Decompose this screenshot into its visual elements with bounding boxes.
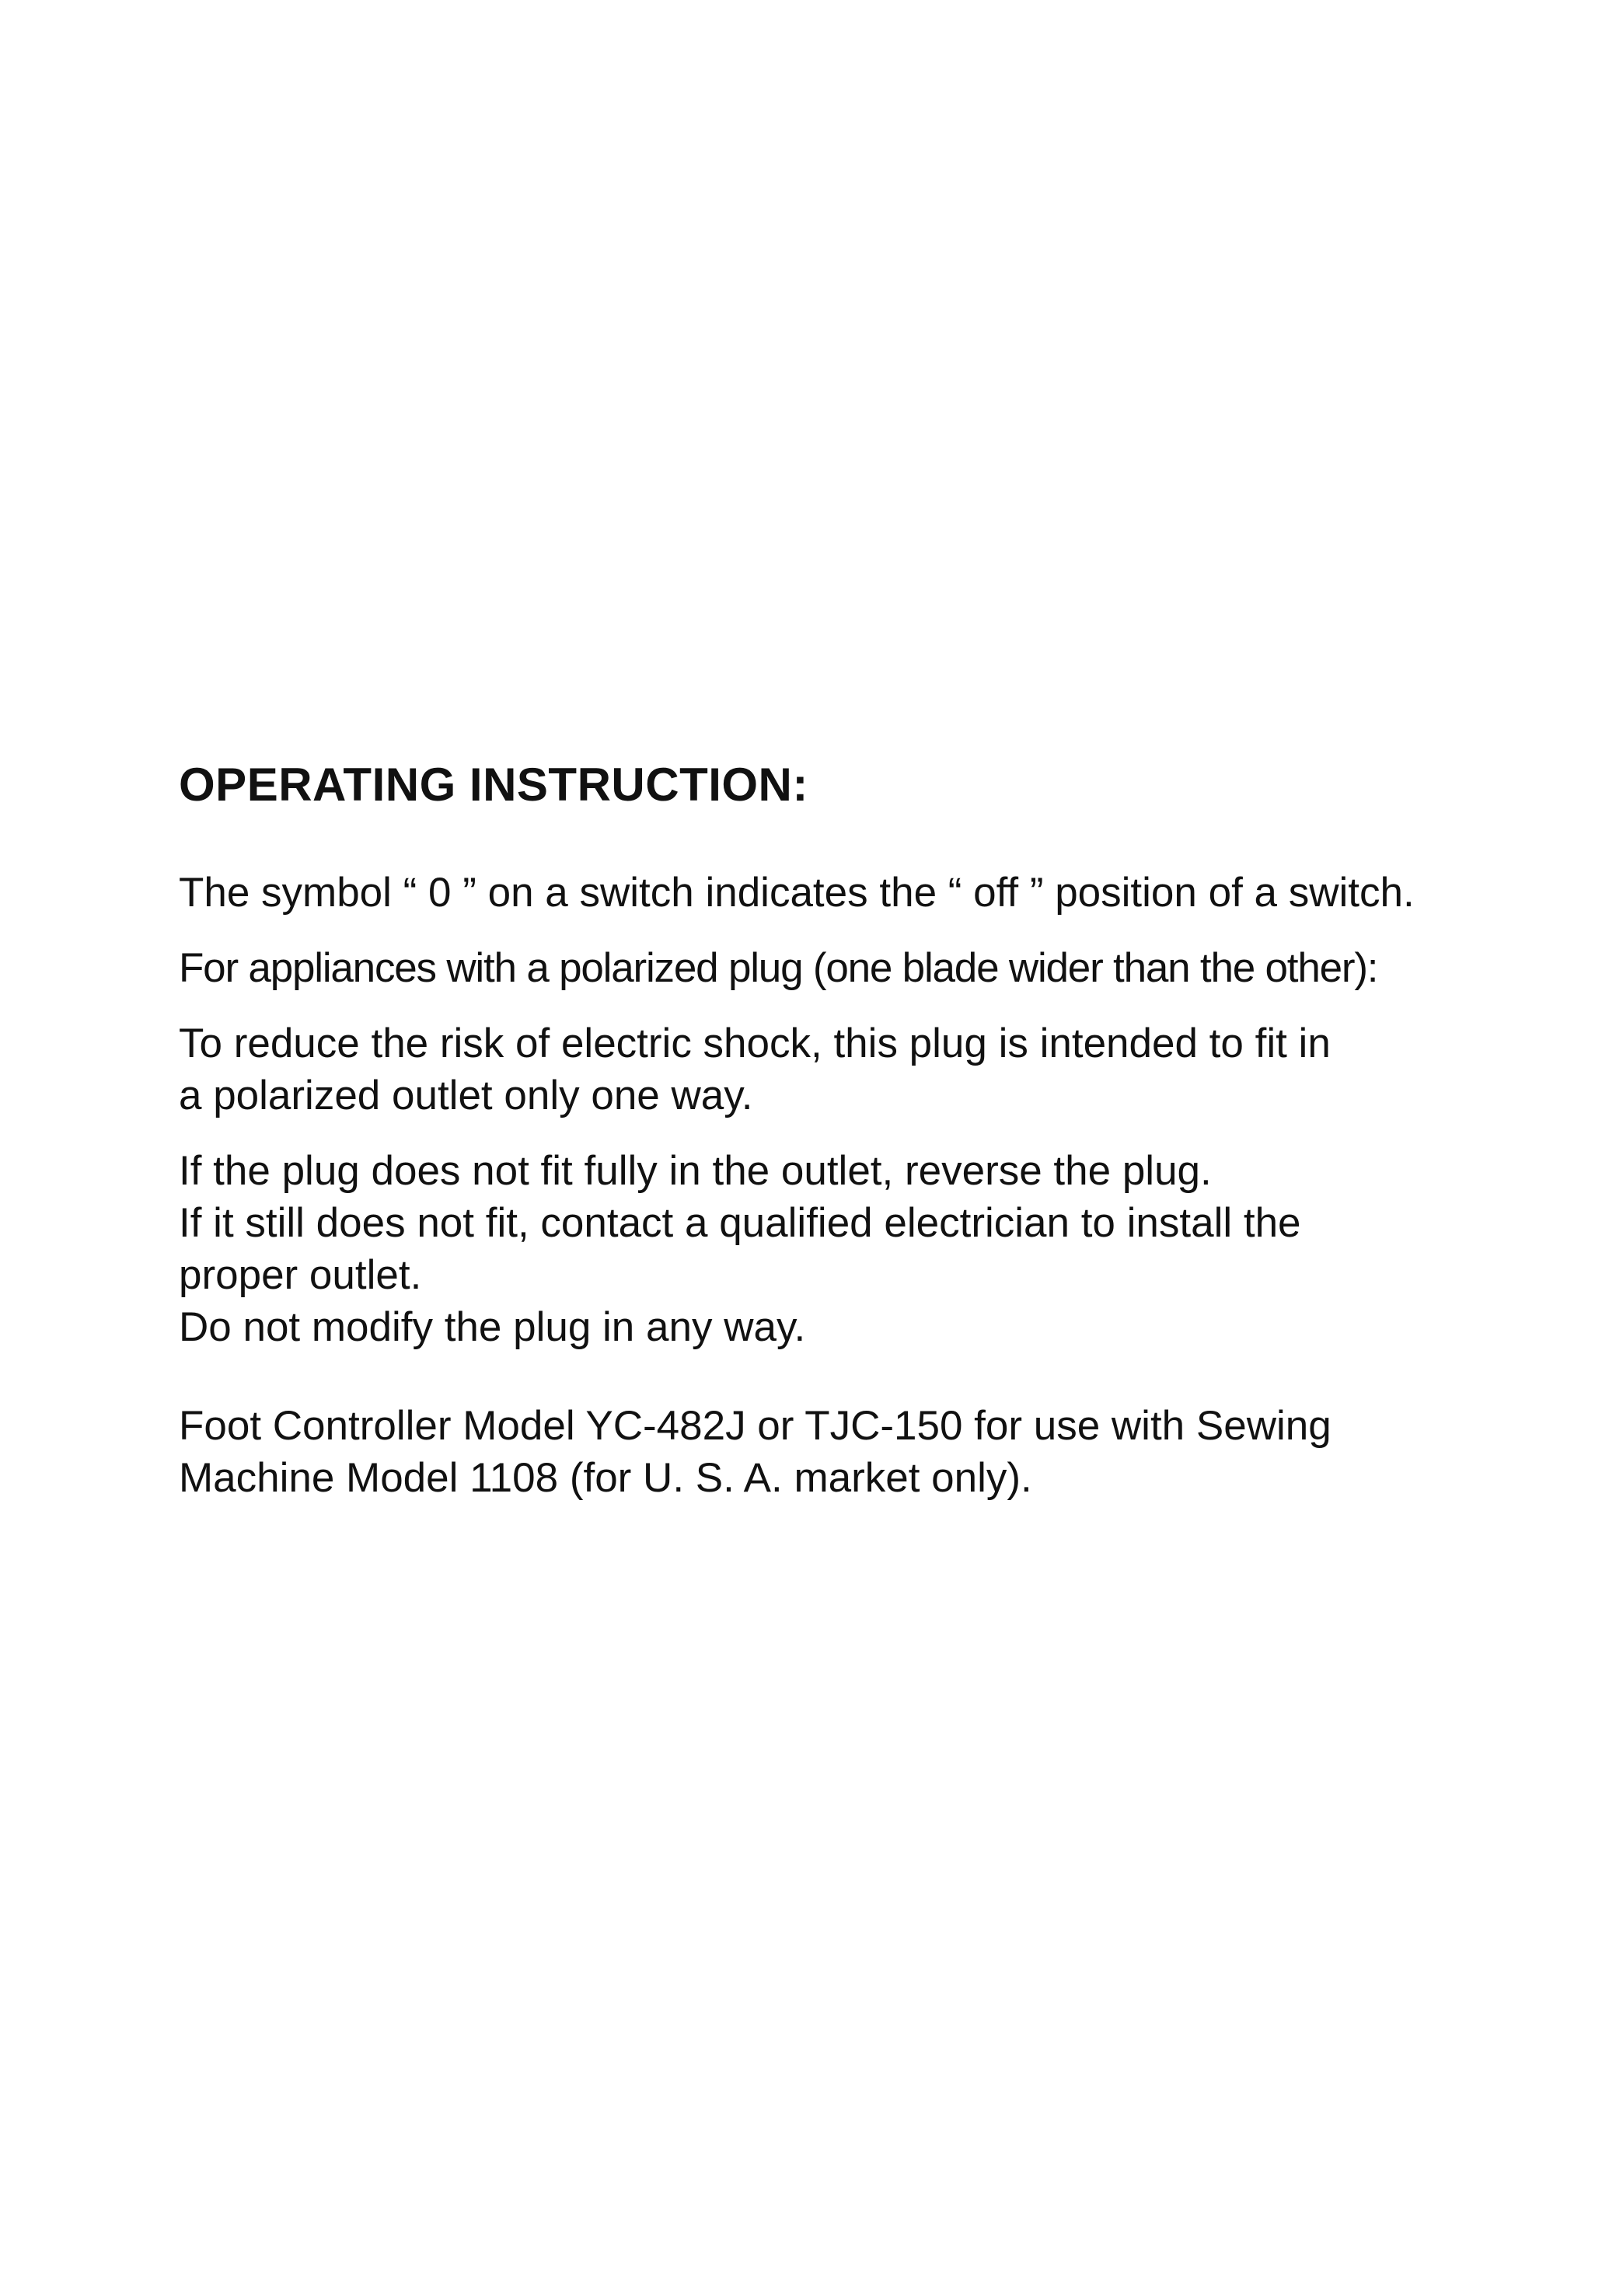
- risk-line: To reduce the risk of electric shock, this plug is intended to fit in: [179, 1021, 1331, 1066]
- page-title: OPERATING INSTRUCTION:: [179, 759, 808, 811]
- polarized-plug-paragraph: For appliances with a polarized plug (one blade wider than the other):: [179, 945, 1378, 991]
- reverse-plug-line: Do not modify the plug in any way.: [179, 1304, 806, 1350]
- reverse-plug-paragraph: [179, 1145, 1485, 1353]
- reverse-plug-line: If the plug does not fit fully in the outlet, reverse the plug.: [179, 1148, 1212, 1194]
- risk-paragraph: [179, 1017, 1485, 1122]
- foot-controller-line: Foot Controller Model YC-482J or TJC-150 for use with Sewing: [179, 1403, 1332, 1449]
- risk-line: a polarized outlet only one way.: [179, 1073, 753, 1118]
- foot-controller-line: Machine Model 1108 (for U. S. A. market only).: [179, 1455, 1032, 1501]
- reverse-plug-line: If it still does not fit, contact a qualified electrician to install the: [179, 1200, 1301, 1246]
- foot-controller-paragraph: [179, 1400, 1485, 1504]
- instruction-block: [179, 758, 1485, 1504]
- symbol-paragraph: The symbol “ 0 ” on a switch indicates the “ off ” position of a switch.: [179, 870, 1415, 916]
- reverse-plug-line: proper outlet.: [179, 1252, 422, 1298]
